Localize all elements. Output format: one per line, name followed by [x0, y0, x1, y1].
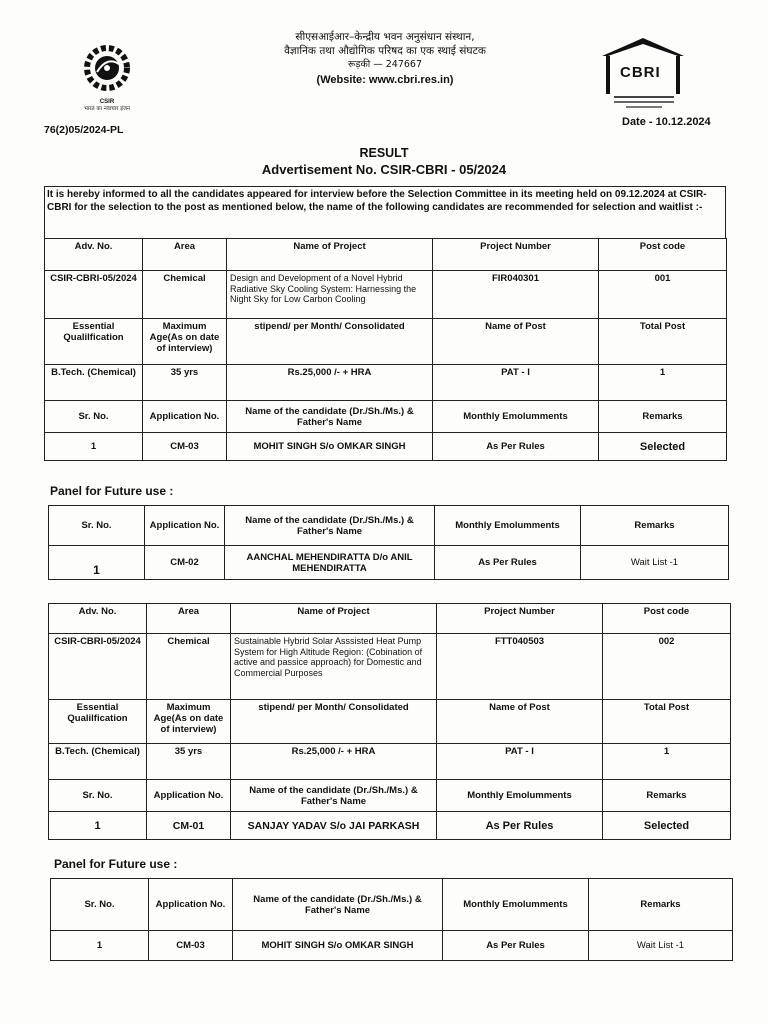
panel-remarks: Wait List -1 — [581, 546, 729, 580]
table-row — [49, 546, 729, 580]
adv-no-value: CSIR-CBRI-05/2024 — [45, 271, 143, 319]
panel-header-sr-no-2: Sr. No. — [51, 879, 149, 931]
panel-header-candidate-2: Name of the candidate (Dr./Sh./Ms.) & Father's Name — [233, 879, 443, 931]
panel-table-1 — [48, 505, 729, 580]
panel-sr-no: 1 — [49, 546, 145, 580]
table-row — [45, 433, 727, 461]
header-total-post-2: Total Post — [603, 700, 731, 744]
total-post-value-2: 1 — [603, 744, 731, 780]
header-sr-no-2: Sr. No. — [49, 780, 147, 812]
reference-number: 76(2)05/2024-PL — [44, 124, 124, 136]
issue-date: Date - 10.12.2024 — [622, 116, 711, 128]
stipend-value-2: Rs.25,000 /- + HRA — [231, 744, 437, 780]
header-total-post: Total Post — [599, 319, 727, 365]
header-qualification-2: Essential Qualilfication — [49, 700, 147, 744]
stipend-value: Rs.25,000 /- + HRA — [227, 365, 433, 401]
area-value: Chemical — [143, 271, 227, 319]
header-application-no-2: Application No. — [147, 780, 231, 812]
panel-header-emoluments-2: Monthly Emolumments — [443, 879, 589, 931]
header-candidate-name: Name of the candidate (Dr./Sh./Ms.) & Father's Name — [227, 401, 433, 433]
header-stipend-2: stipend/ per Month/ Consolidated — [231, 700, 437, 744]
institute-name-line1: सीएसआईआर–केन्द्रीय भवन अनुसंधान संस्थान, — [295, 31, 475, 43]
panel-future-title-2: Panel for Future use : — [54, 857, 178, 871]
header-emoluments: Monthly Emolumments — [433, 401, 599, 433]
selected-app-no-2: CM-01 — [147, 812, 231, 840]
total-post-value: 1 — [599, 365, 727, 401]
csir-logo-text: CSIR — [99, 99, 115, 105]
header-stipend: stipend/ per Month/ Consolidated — [227, 319, 433, 365]
cbri-logo-text: CBRI — [620, 64, 661, 81]
panel-future-title-1: Panel for Future use : — [50, 484, 174, 498]
header-max-age: Maximum Age(As on date of interview) — [143, 319, 227, 365]
panel-header-app-no: Application No. — [145, 506, 225, 546]
csir-logo-subtext: भारत का नवाचार इंजन — [83, 106, 131, 112]
selected-sr-no: 1 — [45, 433, 143, 461]
panel-app-no: CM-02 — [145, 546, 225, 580]
header-project-number: Project Number — [433, 239, 599, 271]
panel-sr-no-2: 1 — [51, 931, 149, 961]
project-name-value: Design and Development of a Novel Hybrid Radiative Sky Cooling System: Harnessing the Night Sky for Low Carbon Cooling — [227, 271, 433, 319]
project-number-value: FIR040301 — [433, 271, 599, 319]
website-text: (Website: www.cbri.res.in) — [316, 74, 454, 86]
institute-name-line2: वैज्ञानिक तथा औद्योगिक परिषद का एक स्थाई संघटक — [284, 45, 486, 57]
csir-gear-icon — [62, 42, 152, 94]
header-adv-no-2: Adv. No. — [49, 604, 147, 634]
selected-emoluments-2: As Per Rules — [437, 812, 603, 840]
advertisement-title: Advertisement No. CSIR-CBRI - 05/2024 — [261, 162, 507, 177]
header-project-2: Name of Project — [231, 604, 437, 634]
panel-header-app-no-2: Application No. — [149, 879, 233, 931]
post-code-value: 001 — [599, 271, 727, 319]
selected-candidate: MOHIT SINGH S/o OMKAR SINGH — [227, 433, 433, 461]
selected-candidate-2: SANJAY YADAV S/o JAI PARKASH — [231, 812, 437, 840]
header-application-no: Application No. — [143, 401, 227, 433]
panel-emoluments-2: As Per Rules — [443, 931, 589, 961]
header-post-code-2: Post code — [603, 604, 731, 634]
header-max-age-2: Maximum Age(As on date of interview) — [147, 700, 231, 744]
post-value: PAT - I — [433, 365, 599, 401]
result-title: RESULT — [359, 146, 409, 160]
post-code-value-2: 002 — [603, 634, 731, 700]
header-area-2: Area — [147, 604, 231, 634]
header-name-of-post-2: Name of Post — [437, 700, 603, 744]
header-qualification: Essential Qualilfication — [45, 319, 143, 365]
panel-header-remarks: Remarks — [581, 506, 729, 546]
qualification-value-2: B.Tech. (Chemical) — [49, 744, 147, 780]
csir-logo — [62, 42, 152, 114]
panel-candidate-2: MOHIT SINGH S/o OMKAR SINGH — [233, 931, 443, 961]
header-project-number-2: Project Number — [437, 604, 603, 634]
area-value-2: Chemical — [147, 634, 231, 700]
selected-emoluments: As Per Rules — [433, 433, 599, 461]
panel-candidate: AANCHAL MEHENDIRATTA D/o ANIL MEHENDIRATTA — [225, 546, 435, 580]
selected-app-no: CM-03 — [143, 433, 227, 461]
selected-remarks: Selected — [599, 433, 727, 461]
header-emoluments-2: Monthly Emolumments — [437, 780, 603, 812]
institute-address: रूड़की — 247667 — [347, 59, 423, 70]
panel-header-emoluments: Monthly Emolumments — [435, 506, 581, 546]
age-value: 35 yrs — [143, 365, 227, 401]
panel-header-remarks-2: Remarks — [589, 879, 733, 931]
panel-header-sr-no: Sr. No. — [49, 506, 145, 546]
header-area: Area — [143, 239, 227, 271]
adv-no-value-2: CSIR-CBRI-05/2024 — [49, 634, 147, 700]
intro-paragraph: It is hereby informed to all the candidates appeared for interview before the Selection Committee in its meeting held on 09.12.2024 at CSIR-CBRI for the selection to the post as mentioned below, the name of the following candidates are recommended for selection and waitlist :- — [44, 186, 726, 238]
header-name-of-post: Name of Post — [433, 319, 599, 365]
age-value-2: 35 yrs — [147, 744, 231, 780]
header-remarks-2: Remarks — [603, 780, 731, 812]
post-details-table-1 — [44, 238, 727, 461]
header-sr-no: Sr. No. — [45, 401, 143, 433]
project-number-value-2: FTT040503 — [437, 634, 603, 700]
selected-remarks-2: Selected — [603, 812, 731, 840]
header-candidate-name-2: Name of the candidate (Dr./Sh./Ms.) & Father's Name — [231, 780, 437, 812]
selected-sr-no-2: 1 — [49, 812, 147, 840]
header-project: Name of Project — [227, 239, 433, 271]
project-name-value-2: Sustainable Hybrid Solar Asssisted Heat Pump System for High Altitude Region: (Cobination of active and passice approach) for Domestic and Commercial Purposes — [231, 634, 437, 700]
table-row — [49, 812, 731, 840]
panel-header-candidate: Name of the candidate (Dr./Sh./Ms.) & Father's Name — [225, 506, 435, 546]
cbri-logo — [598, 36, 688, 116]
header-remarks: Remarks — [599, 401, 727, 433]
header-adv-no: Adv. No. — [45, 239, 143, 271]
post-details-table-2 — [48, 603, 731, 840]
panel-table-2 — [50, 878, 733, 961]
panel-remarks-2: Wait List -1 — [589, 931, 733, 961]
panel-emoluments: As Per Rules — [435, 546, 581, 580]
panel-app-no-2: CM-03 — [149, 931, 233, 961]
post-value-2: PAT - I — [437, 744, 603, 780]
header-post-code: Post code — [599, 239, 727, 271]
qualification-value: B.Tech. (Chemical) — [45, 365, 143, 401]
table-row — [51, 931, 733, 961]
